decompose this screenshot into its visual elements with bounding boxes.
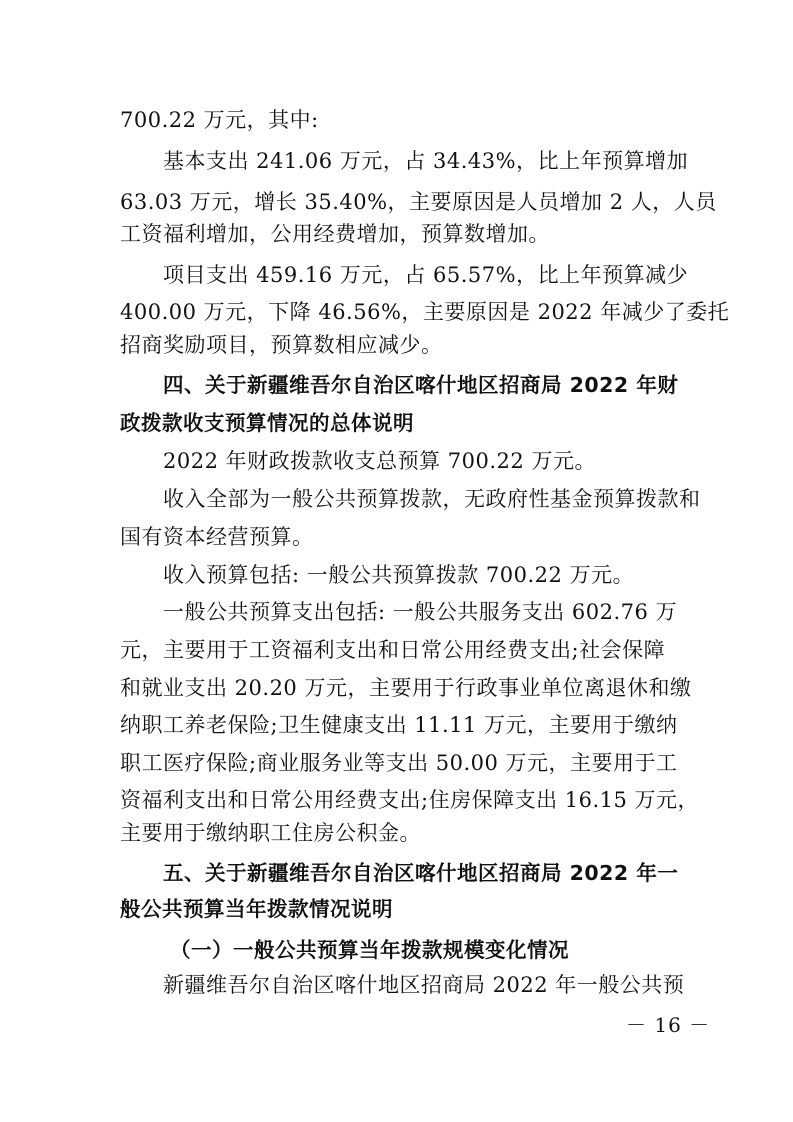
text-line: 新疆维吾尔自治区喀什地区招商局 2022 年一般公共预 [163,973,685,997]
text-line: 项目支出 459.16 万元，占 65.57%，比上年预算减少 [163,263,689,287]
section-heading: 四、关于新疆维吾尔自治区喀什地区招商局 2022 年财 [163,373,679,397]
text-line: 和就业支出 20.20 万元，主要用于行政事业单位离退休和缴 [120,676,692,700]
text-line: 资福利支出和日常公用经费支出;住房保障支出 16.15 万元， [120,788,700,812]
text-line: 主要用于缴纳职工住房公积金。 [120,821,421,845]
section-heading: 般公共预算当年拨款情况说明 [120,897,393,921]
text-line: 2022 年财政拨款收支总预算 700.22 万元。 [163,449,596,473]
text-line: 400.00 万元，下降 46.56%，主要原因是 2022 年减少了委托 [120,300,730,324]
section-heading: 政拨款收支预算情况的总体说明 [120,411,414,435]
text-line: 700.22 万元，其中: [120,108,319,132]
text-line: 一般公共预算支出包括: 一般公共服务支出 602.76 万 [163,600,678,624]
text-line: 纳职工养老保险;卫生健康支出 11.11 万元，主要用于缴纳 [120,713,678,737]
text-line: 职工医疗保险;商业服务业等支出 50.00 万元，主要用于工 [120,751,678,775]
text-line: 国有资本经营预算。 [120,525,314,549]
text-line: 招商奖励项目，预算数相应减少。 [120,333,443,357]
text-line: 收入全部为一般公共预算拨款，无政府性基金预算拨款和 [163,487,701,511]
page-number: － 16 － [626,1013,711,1037]
text-line: 工资福利增加，公用经费增加，预算数增加。 [120,222,550,246]
text-line: 元，主要用于工资福利支出和日常公用经费支出;社会保障 [120,638,666,662]
text-line: 63.03 万元，增长 35.40%，主要原因是人员增加 2 人，人员 [120,190,717,214]
text-line: 收入预算包括: 一般公共预算拨款 700.22 万元。 [163,563,635,587]
subsection-heading: （一）一般公共预算当年拨款规模变化情况 [170,938,569,962]
section-heading: 五、关于新疆维吾尔自治区喀什地区招商局 2022 年一 [163,861,679,885]
text-line: 基本支出 241.06 万元，占 34.43%，比上年预算增加 [163,149,689,173]
